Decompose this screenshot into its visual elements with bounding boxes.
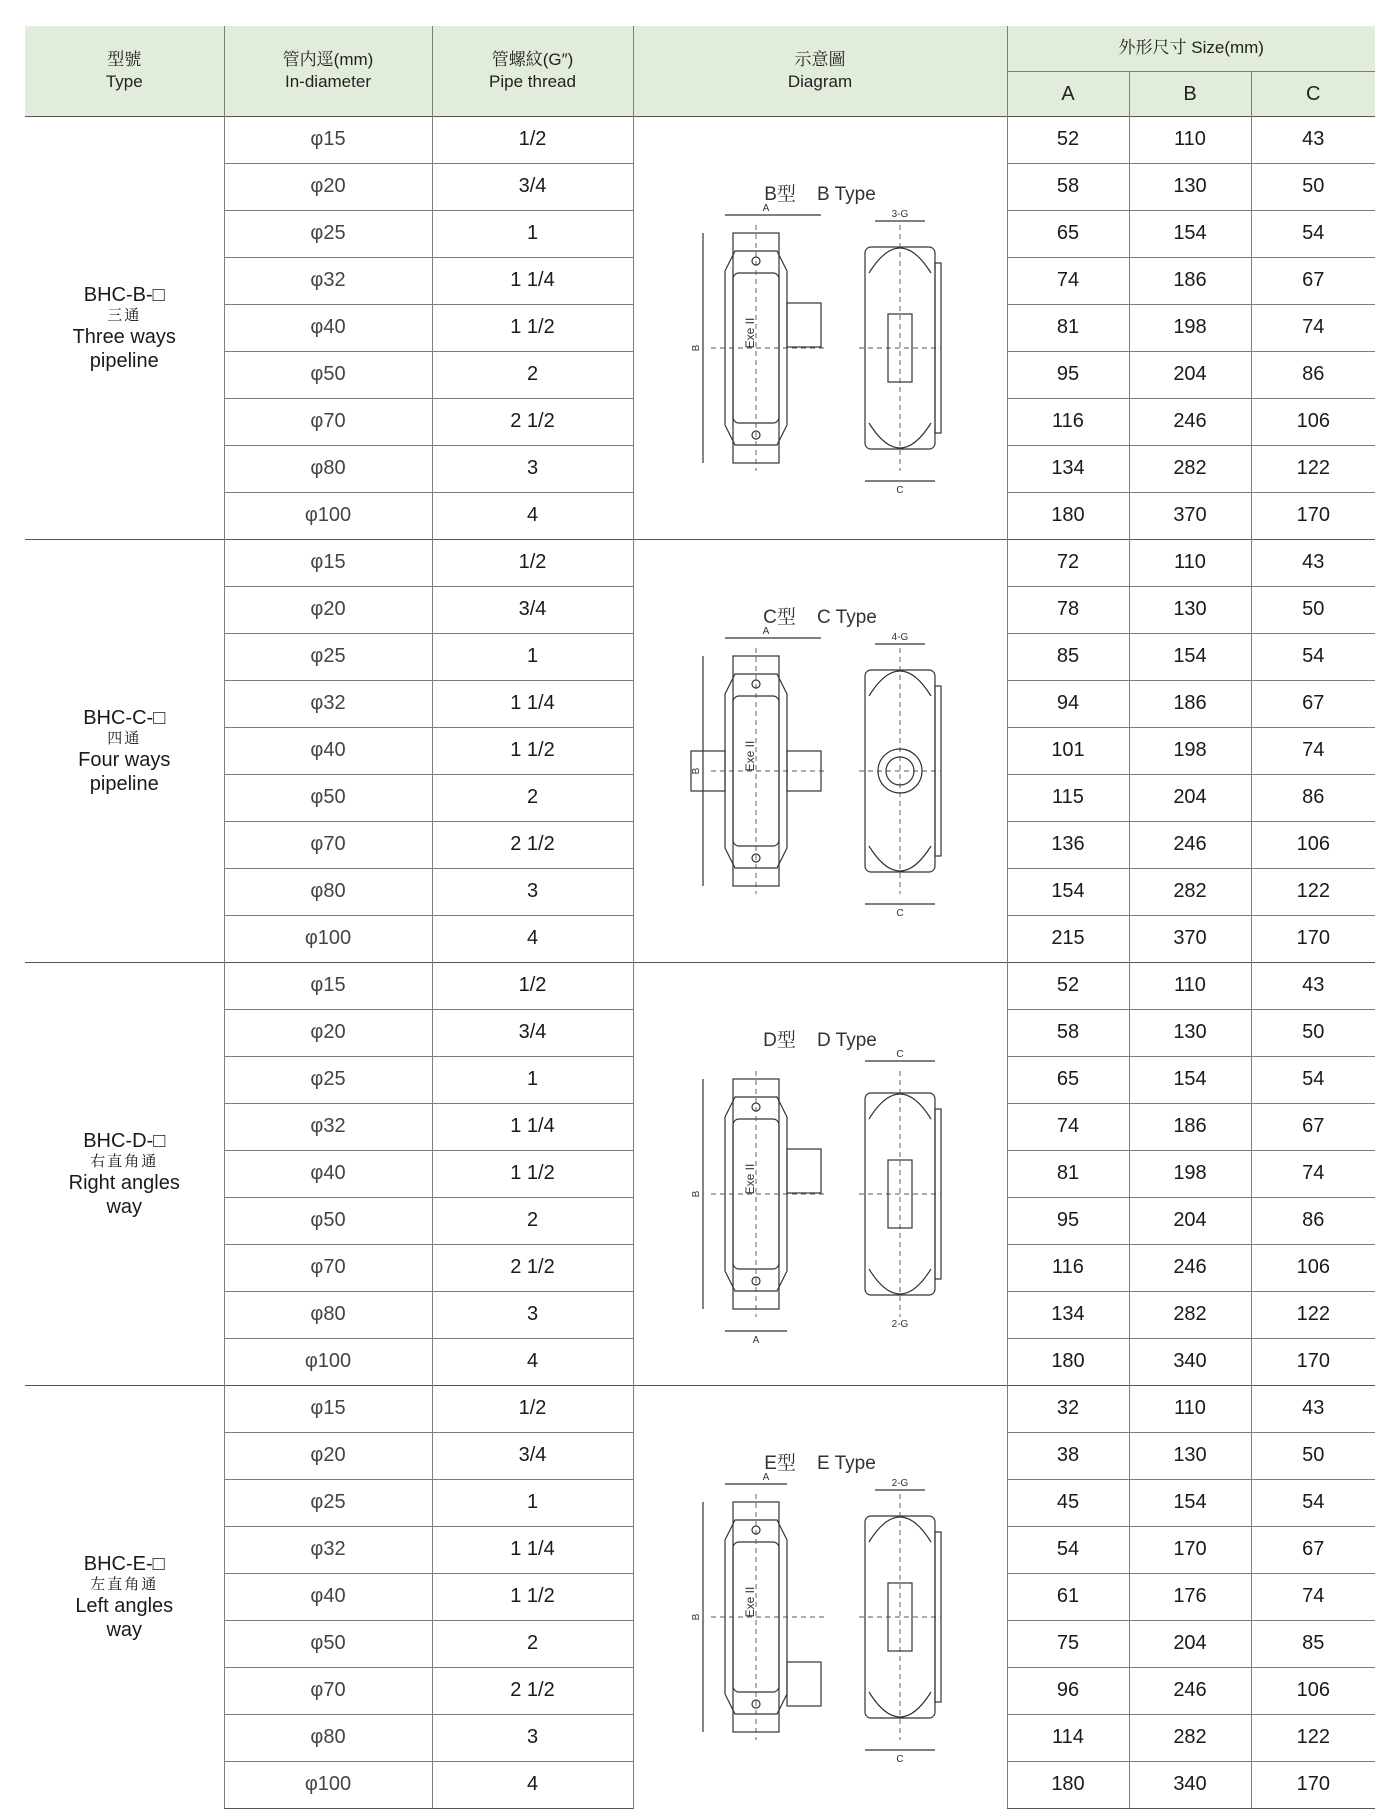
dimension-a-label: A: [752, 1334, 760, 1346]
table-row: [25, 962, 1375, 1009]
size-a-cell: 81: [1007, 304, 1129, 351]
size-a-cell: 95: [1007, 351, 1129, 398]
diagram-title: D型 D Type: [763, 1029, 877, 1051]
spec-table: [25, 26, 1375, 1809]
size-c-cell: 122: [1251, 445, 1375, 492]
type-code: BHC-D-□: [83, 1129, 166, 1152]
col-c-header: C: [1251, 71, 1375, 116]
size-c-cell: 106: [1251, 1244, 1375, 1291]
size-b-cell: 130: [1129, 163, 1251, 210]
size-b-cell: 198: [1129, 304, 1251, 351]
thread-cell: 1: [432, 1056, 633, 1103]
diagram-cell-2: [633, 962, 1007, 1385]
size-b-cell: 282: [1129, 1714, 1251, 1761]
diameter-cell: φ50: [224, 1620, 432, 1667]
diameter-cell: φ20: [224, 163, 432, 210]
thread-cell: 3/4: [432, 1009, 633, 1056]
type-code: BHC-B-□: [83, 283, 165, 306]
body-marking: Exe II: [743, 317, 757, 348]
thread-cell: 1/2: [432, 539, 633, 586]
size-c-cell: 86: [1251, 774, 1375, 821]
size-c-cell: 50: [1251, 1009, 1375, 1056]
size-b-cell: 110: [1129, 962, 1251, 1009]
table-row: [25, 1385, 1375, 1432]
size-b-cell: 170: [1129, 1526, 1251, 1573]
size-a-cell: 94: [1007, 680, 1129, 727]
diameter-cell: φ100: [224, 1338, 432, 1385]
type-code: BHC-C-□: [83, 706, 166, 729]
diameter-cell: φ25: [224, 633, 432, 680]
thread-header-cn: 管螺紋(G″): [491, 49, 574, 69]
size-c-cell: 74: [1251, 727, 1375, 774]
size-a-cell: 74: [1007, 257, 1129, 304]
thread-cell: 4: [432, 1338, 633, 1385]
diameter-cell: φ20: [224, 1009, 432, 1056]
diagram-drawing-2: [655, 984, 985, 1364]
size-c-cell: 74: [1251, 1573, 1375, 1620]
type-name-cn: 三通: [107, 306, 142, 324]
type-name-cn: 右直角通: [90, 1152, 159, 1170]
size-c-cell: 170: [1251, 492, 1375, 539]
size-a-cell: 116: [1007, 398, 1129, 445]
type-header-cn: 型號: [107, 49, 142, 69]
diameter-cell: φ32: [224, 680, 432, 727]
thread-cell: 1: [432, 633, 633, 680]
diagram-cell-1: [633, 539, 1007, 962]
size-a-cell: 101: [1007, 727, 1129, 774]
dimension-c-label: C: [896, 484, 904, 496]
thread-cell: 3: [432, 445, 633, 492]
size-b-cell: 186: [1129, 1103, 1251, 1150]
branch-outlet: [787, 303, 821, 347]
size-a-cell: 136: [1007, 821, 1129, 868]
diagram-header: [633, 26, 1007, 116]
size-a-cell: 58: [1007, 163, 1129, 210]
thread-cell: 2: [432, 351, 633, 398]
size-c-cell: 86: [1251, 1197, 1375, 1244]
size-c-cell: 106: [1251, 1667, 1375, 1714]
size-a-cell: 180: [1007, 1338, 1129, 1385]
size-b-cell: 154: [1129, 1479, 1251, 1526]
type-cell-1: [25, 539, 224, 962]
diameter-cell: φ40: [224, 1573, 432, 1620]
thread-count-label: 3-G: [891, 208, 909, 220]
size-a-cell: 72: [1007, 539, 1129, 586]
diameter-cell: φ80: [224, 445, 432, 492]
size-b-cell: 154: [1129, 633, 1251, 680]
thread-cell: 1 1/4: [432, 257, 633, 304]
size-c-cell: 122: [1251, 1291, 1375, 1338]
size-b-cell: 204: [1129, 351, 1251, 398]
thread-cell: 1 1/2: [432, 1573, 633, 1620]
diagram-cell-3: [633, 1385, 1007, 1808]
size-b-cell: 204: [1129, 1197, 1251, 1244]
dimension-b-label: B: [691, 1190, 702, 1197]
size-a-cell: 61: [1007, 1573, 1129, 1620]
branch-outlet: [787, 1662, 821, 1706]
size-b-cell: 154: [1129, 1056, 1251, 1103]
size-b-cell: 340: [1129, 1338, 1251, 1385]
size-a-cell: 114: [1007, 1714, 1129, 1761]
thread-cell: 3: [432, 1714, 633, 1761]
diameter-cell: φ100: [224, 915, 432, 962]
diameter-cell: φ50: [224, 1197, 432, 1244]
diameter-cell: φ20: [224, 1432, 432, 1479]
size-c-cell: 74: [1251, 304, 1375, 351]
thread-cell: 1/2: [432, 962, 633, 1009]
type-name-en-2: way: [106, 1195, 143, 1218]
type-name-en-2: pipeline: [89, 772, 159, 795]
size-c-cell: 67: [1251, 257, 1375, 304]
diameter-cell: φ25: [224, 210, 432, 257]
thread-count-label: 2-G: [891, 1477, 909, 1489]
size-c-cell: 170: [1251, 1761, 1375, 1808]
body-marking: Exe II: [743, 1586, 757, 1618]
diameter-cell: φ40: [224, 1150, 432, 1197]
size-b-cell: 176: [1129, 1573, 1251, 1620]
size-a-cell: 134: [1007, 1291, 1129, 1338]
size-c-cell: 43: [1251, 539, 1375, 586]
thread-cell: 3/4: [432, 586, 633, 633]
diameter-cell: φ25: [224, 1056, 432, 1103]
type-name-en-1: Left angles: [75, 1594, 174, 1617]
type-header-en: Type: [105, 71, 143, 91]
size-b-cell: 130: [1129, 586, 1251, 633]
dimension-c-label: C: [896, 907, 904, 919]
diameter-cell: φ70: [224, 1244, 432, 1291]
diameter-cell: φ40: [224, 304, 432, 351]
size-c-cell: 54: [1251, 210, 1375, 257]
size-b-cell: 204: [1129, 774, 1251, 821]
size-a-cell: 52: [1007, 116, 1129, 163]
dimension-a-label: A: [762, 202, 770, 214]
size-b-cell: 186: [1129, 257, 1251, 304]
size-a-cell: 81: [1007, 1150, 1129, 1197]
diameter-header-en: In-diameter: [285, 71, 371, 91]
thread-cell: 1 1/2: [432, 727, 633, 774]
size-c-cell: 122: [1251, 868, 1375, 915]
diameter-cell: φ50: [224, 774, 432, 821]
size-c-cell: 106: [1251, 821, 1375, 868]
size-a-cell: 65: [1007, 210, 1129, 257]
size-b-cell: 110: [1129, 1385, 1251, 1432]
size-b-cell: 198: [1129, 1150, 1251, 1197]
thread-cell: 1/2: [432, 116, 633, 163]
type-header: [25, 26, 224, 116]
diagram-cell-0: [633, 116, 1007, 539]
thread-cell: 1 1/4: [432, 1526, 633, 1573]
size-c-cell: 50: [1251, 163, 1375, 210]
size-b-cell: 246: [1129, 821, 1251, 868]
size-c-cell: 106: [1251, 398, 1375, 445]
type-name-en-2: way: [106, 1618, 143, 1641]
size-a-cell: 65: [1007, 1056, 1129, 1103]
size-b-cell: 130: [1129, 1009, 1251, 1056]
diameter-cell: φ15: [224, 539, 432, 586]
dimension-a-label: A: [762, 625, 770, 637]
thread-cell: 1: [432, 1479, 633, 1526]
size-b-cell: 204: [1129, 1620, 1251, 1667]
size-b-cell: 282: [1129, 1291, 1251, 1338]
thread-cell: 1 1/2: [432, 1150, 633, 1197]
thread-header-en: Pipe thread: [489, 71, 576, 91]
thread-cell: 2: [432, 1620, 633, 1667]
side-view-arc: [869, 1517, 931, 1542]
side-view-arc: [869, 671, 931, 696]
diagram-drawing-0: [655, 138, 985, 518]
size-c-cell: 67: [1251, 680, 1375, 727]
type-cell-3: [25, 1385, 224, 1808]
size-c-cell: 54: [1251, 1056, 1375, 1103]
size-c-cell: 54: [1251, 1479, 1375, 1526]
thread-cell: 2 1/2: [432, 1244, 633, 1291]
diameter-cell: φ25: [224, 1479, 432, 1526]
diameter-cell: φ32: [224, 1526, 432, 1573]
size-c-cell: 54: [1251, 633, 1375, 680]
size-b-cell: 370: [1129, 915, 1251, 962]
size-c-cell: 50: [1251, 1432, 1375, 1479]
diameter-cell: φ80: [224, 868, 432, 915]
type-cell-2: [25, 962, 224, 1385]
thread-count-label: 4-G: [891, 631, 909, 643]
size-c-cell: 170: [1251, 1338, 1375, 1385]
diagram-header-cn: 示意圖: [794, 49, 846, 69]
thread-count-label: 2-G: [891, 1318, 909, 1330]
size-c-cell: 50: [1251, 586, 1375, 633]
thread-cell: 1: [432, 210, 633, 257]
size-a-cell: 85: [1007, 633, 1129, 680]
size-c-cell: 85: [1251, 1620, 1375, 1667]
dimension-b-label: B: [691, 767, 702, 774]
size-a-cell: 215: [1007, 915, 1129, 962]
size-b-cell: 198: [1129, 727, 1251, 774]
diameter-cell: φ15: [224, 1385, 432, 1432]
diameter-cell: φ70: [224, 1667, 432, 1714]
thread-header: [432, 26, 633, 116]
size-header: 外形尺寸 Size(mm): [1007, 26, 1375, 71]
body-marking: Exe II: [743, 740, 757, 771]
diameter-cell: φ32: [224, 1103, 432, 1150]
size-c-cell: 67: [1251, 1526, 1375, 1573]
table-body: [25, 116, 1375, 1808]
size-b-cell: 370: [1129, 492, 1251, 539]
diameter-cell: φ70: [224, 821, 432, 868]
size-a-cell: 45: [1007, 1479, 1129, 1526]
type-cell-0: [25, 116, 224, 539]
diameter-cell: φ32: [224, 257, 432, 304]
side-view-arc: [869, 248, 931, 273]
size-b-cell: 130: [1129, 1432, 1251, 1479]
col-a-header: A: [1007, 71, 1129, 116]
size-a-cell: 154: [1007, 868, 1129, 915]
size-c-cell: 67: [1251, 1103, 1375, 1150]
size-a-cell: 115: [1007, 774, 1129, 821]
diameter-header-cn: 管内逕(mm): [282, 49, 374, 69]
body-marking: Exe II: [743, 1163, 757, 1194]
diagram-title: E型 E Type: [764, 1452, 876, 1474]
thread-cell: 1 1/4: [432, 680, 633, 727]
size-a-cell: 58: [1007, 1009, 1129, 1056]
size-a-cell: 96: [1007, 1667, 1129, 1714]
size-c-cell: 122: [1251, 1714, 1375, 1761]
thread-cell: 3: [432, 1291, 633, 1338]
thread-cell: 4: [432, 492, 633, 539]
size-c-cell: 74: [1251, 1150, 1375, 1197]
thread-cell: 2: [432, 1197, 633, 1244]
diagram-title: B型 B Type: [764, 183, 876, 205]
size-c-cell: 170: [1251, 915, 1375, 962]
diagram-drawing-3: [655, 1407, 985, 1787]
size-c-cell: 43: [1251, 1385, 1375, 1432]
size-a-cell: 74: [1007, 1103, 1129, 1150]
size-b-cell: 282: [1129, 868, 1251, 915]
type-code: BHC-E-□: [83, 1552, 165, 1575]
size-b-cell: 246: [1129, 398, 1251, 445]
branch-outlet: [787, 1149, 821, 1193]
table-row: [25, 116, 1375, 163]
header-row: [25, 26, 1375, 71]
diagram-title: C型 C Type: [763, 606, 877, 628]
diameter-cell: φ50: [224, 351, 432, 398]
diagram-drawing-1: [655, 561, 985, 941]
thread-cell: 2 1/2: [432, 821, 633, 868]
size-a-cell: 95: [1007, 1197, 1129, 1244]
size-a-cell: 52: [1007, 962, 1129, 1009]
diameter-cell: φ70: [224, 398, 432, 445]
size-c-cell: 43: [1251, 116, 1375, 163]
table-row: [25, 539, 1375, 586]
size-a-cell: 78: [1007, 586, 1129, 633]
type-name-en-1: Four ways: [78, 748, 171, 771]
thread-cell: 3/4: [432, 163, 633, 210]
diameter-cell: φ100: [224, 492, 432, 539]
thread-cell: 2: [432, 774, 633, 821]
thread-cell: 4: [432, 1761, 633, 1808]
diameter-cell: φ15: [224, 962, 432, 1009]
thread-cell: 2 1/2: [432, 1667, 633, 1714]
diagram-header-en: Diagram: [787, 71, 853, 91]
dimension-b-label: B: [691, 344, 702, 351]
type-name-cn: 四通: [107, 729, 142, 747]
dimension-a-label: A: [762, 1471, 770, 1483]
diameter-cell: φ15: [224, 116, 432, 163]
diameter-header: [224, 26, 432, 116]
size-b-cell: 186: [1129, 680, 1251, 727]
dimension-c-label: C: [896, 1753, 904, 1765]
size-b-cell: 282: [1129, 445, 1251, 492]
size-b-cell: 154: [1129, 210, 1251, 257]
size-b-cell: 110: [1129, 539, 1251, 586]
type-name-en-1: Three ways: [72, 325, 176, 348]
size-b-cell: 246: [1129, 1244, 1251, 1291]
type-name-en-2: pipeline: [89, 349, 159, 372]
thread-cell: 1 1/4: [432, 1103, 633, 1150]
diameter-cell: φ40: [224, 727, 432, 774]
size-a-cell: 180: [1007, 492, 1129, 539]
size-b-cell: 110: [1129, 116, 1251, 163]
dimension-b-label: B: [691, 1613, 702, 1621]
diameter-cell: φ100: [224, 1761, 432, 1808]
type-name-cn: 左直角通: [90, 1575, 159, 1593]
thread-cell: 3: [432, 868, 633, 915]
size-a-cell: 38: [1007, 1432, 1129, 1479]
thread-cell: 1/2: [432, 1385, 633, 1432]
size-b-cell: 246: [1129, 1667, 1251, 1714]
size-a-cell: 134: [1007, 445, 1129, 492]
size-b-cell: 340: [1129, 1761, 1251, 1808]
thread-cell: 4: [432, 915, 633, 962]
col-b-header: B: [1129, 71, 1251, 116]
size-a-cell: 75: [1007, 1620, 1129, 1667]
thread-cell: 1 1/2: [432, 304, 633, 351]
thread-cell: 3/4: [432, 1432, 633, 1479]
diameter-cell: φ80: [224, 1291, 432, 1338]
size-c-cell: 86: [1251, 351, 1375, 398]
size-c-cell: 43: [1251, 962, 1375, 1009]
dimension-c-label: C: [896, 1048, 904, 1060]
size-a-cell: 180: [1007, 1761, 1129, 1808]
side-view-arc: [869, 1094, 931, 1119]
diameter-cell: φ80: [224, 1714, 432, 1761]
size-a-cell: 32: [1007, 1385, 1129, 1432]
type-name-en-1: Right angles: [68, 1171, 180, 1194]
diameter-cell: φ20: [224, 586, 432, 633]
size-a-cell: 54: [1007, 1526, 1129, 1573]
thread-cell: 2 1/2: [432, 398, 633, 445]
size-a-cell: 116: [1007, 1244, 1129, 1291]
